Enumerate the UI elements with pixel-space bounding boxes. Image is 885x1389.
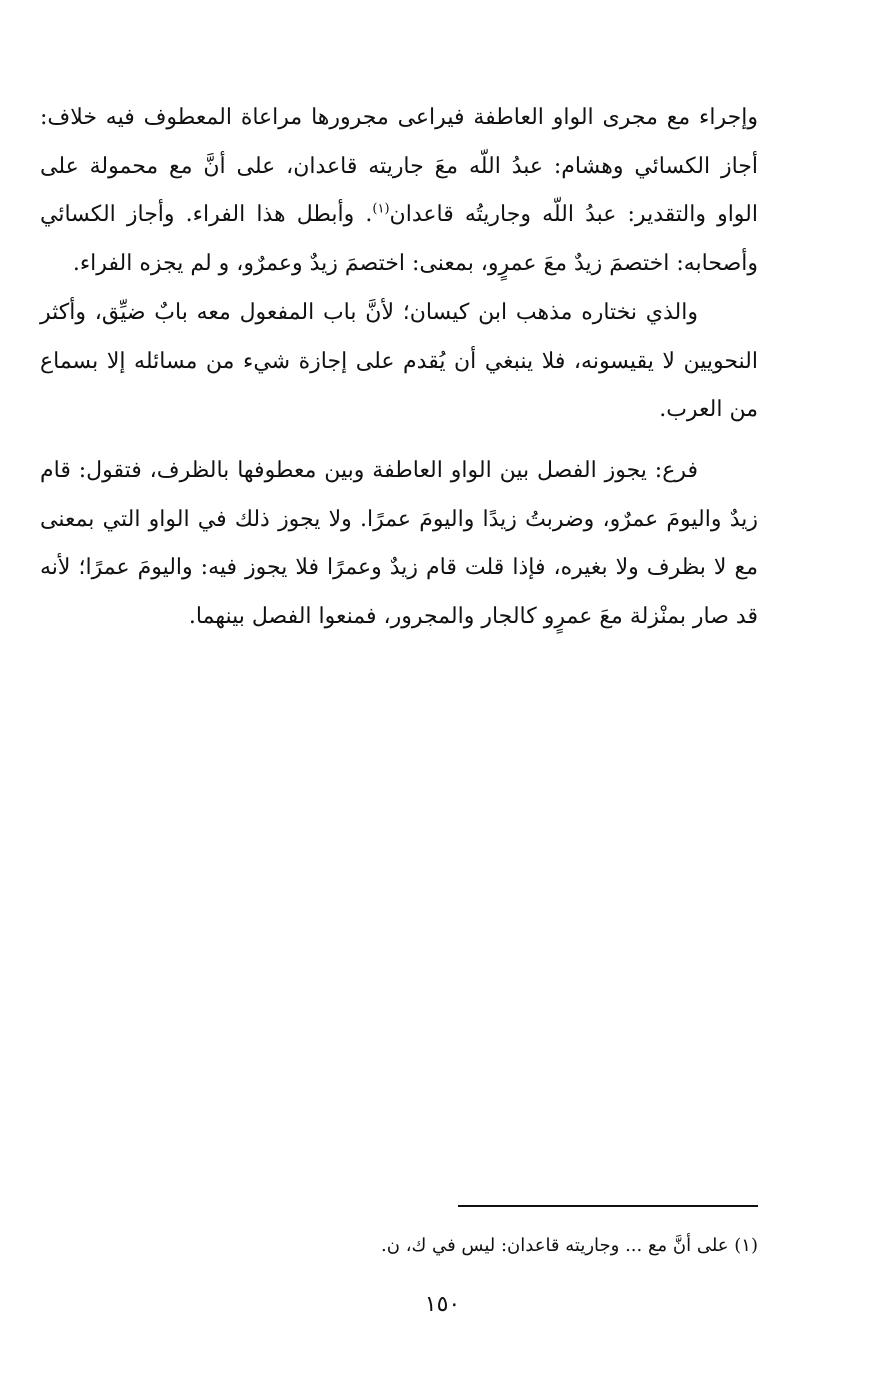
paragraph-1-text-after: . وأبطل هذا الفراء. وأجاز الكسائي وأصحابه: اختصمَ زيدٌ معَ عمرٍو، بمعنى: اختصمَ زيدٌ وعمرٌو، و لم يجزه الفراء. [40, 202, 758, 277]
main-text [40, 94, 758, 642]
paragraph-1-text-before: وإجراء مع مجرى الواو العاطفة فيراعى مجرورها مراعاة المعطوف فيه خلاف: أجاز الكسائي وهشام: عبدُ اللّه معَ جاريته قاعدان، على أنَّ مع محمولة على الواو والتقدير: عبدُ اللّه وجاريتُه قاعدان [40, 105, 758, 228]
page-number: ١٥٠ [424, 1292, 461, 1317]
footnote-reference: (١) [372, 202, 390, 218]
paragraph-2: والذي نختاره مذهب ابن كيسان؛ لأنَّ باب المفعول معه بابٌ ضيِّق، وأكثر النحويين لا يقيسونه، فلا ينبغي أن يُقدم على إجازة شيء من مسائله إلا بسماع من العرب. [40, 299, 758, 423]
paragraph-3: فرع: يجوز الفصل بين الواو العاطفة وبين معطوفها بالظرف، فتقول: قام زيدٌ واليومَ عمرٌو، وضربتُ زيدًا واليومَ عمرًا. ولا يجوز ذلك في الواو التي بمعنى مع لا بظرف ولا بغيره، فإذا قلت قام زيدٌ وعمرًا فلا يجوز فيه: واليومَ عمرًا؛ لأنه قد صار بمنْزلة معَ عمرٍو كالجار والمجرور، فمنعوا الفصل بينهما. [40, 457, 758, 630]
paragraph-1 [40, 94, 758, 289]
footnote: (١) على أنَّ مع ... وجاريته قاعدان: ليس في ك، ن. [381, 1235, 758, 1256]
footnote-separator [458, 1205, 758, 1207]
